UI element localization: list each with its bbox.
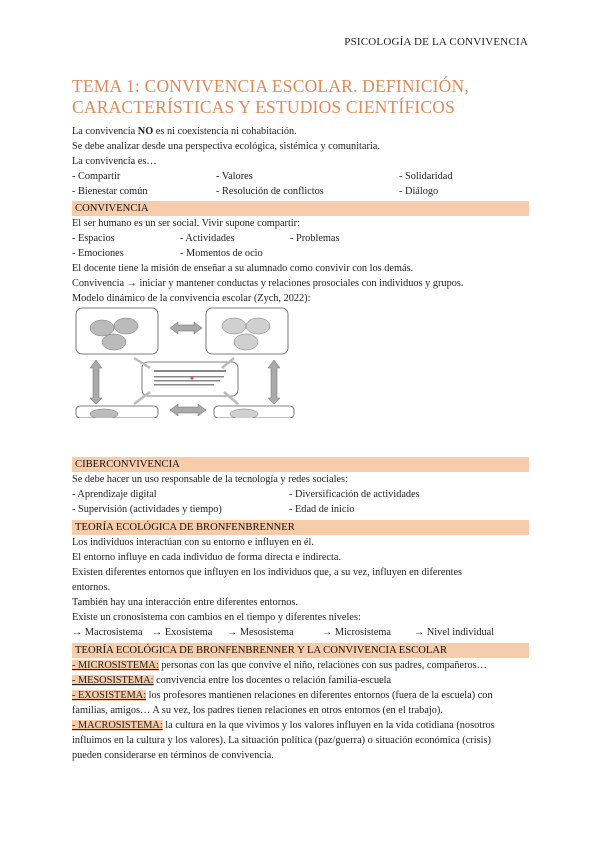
- section-heading-bronfenbrenner-convivencia: TEORÍA ECOLÓGICA DE BRONFENBRENNER Y LA CONVIVENCIA ESCOLAR: [72, 643, 529, 658]
- text-line: familias, amigos… A su vez, los padres tienen relaciones en otros entornos (en el trabajo).: [72, 705, 443, 716]
- list-item: - Momentos de ocio: [180, 248, 263, 259]
- text-line: El entorno influye en cada individuo de forma directa e indirecta.: [72, 552, 342, 563]
- text-line: Existe un cronosistema con cambios en el tiempo y diferentes niveles:: [72, 612, 361, 623]
- text-line: influimos en la cultura y los valores). La situación política (paz/guerra) o situación económica (crisis): [72, 735, 491, 746]
- ciber-section: [72, 472, 530, 517]
- section-heading-convivencia: CONVIVENCIA: [72, 201, 529, 216]
- text-line: Modelo dinámico de la convivencia escolar (Zych, 2022):: [72, 293, 311, 304]
- list-item: - Emociones: [72, 248, 124, 259]
- section-heading-ciberconvivencia: CIBERCONVIVENCIA: [72, 457, 529, 472]
- emphasis-no: NO: [137, 126, 154, 137]
- page-title: [72, 76, 542, 118]
- intro-line-3: La convivencia es…: [72, 156, 157, 167]
- text-line: entornos.: [72, 582, 111, 593]
- list-row: [72, 487, 530, 502]
- list-item: - Aprendizaje digital: [72, 489, 157, 500]
- list-item: - Problemas: [290, 233, 340, 244]
- level-sequence: [72, 625, 530, 640]
- intro-line-2: Se debe analizar desde una perspectiva ecológica, sistémica y comunitaria.: [72, 141, 380, 152]
- list-item: - Supervisión (actividades y tiempo): [72, 504, 222, 515]
- definition-mesosistema: - MESOSISTEMA: convivencia entre los docentes o relación familia-escuela: [72, 675, 392, 686]
- text-line: Se debe hacer un uso responsable de la tecnología y redes sociales:: [72, 474, 348, 485]
- list-item: - Solidaridad: [399, 171, 453, 182]
- convivencia-section: [72, 216, 530, 306]
- section-heading-bronfenbrenner: TEORÍA ECOLÓGICA DE BRONFENBRENNER: [72, 520, 529, 535]
- bronfenbrenner-convivencia-section: [72, 658, 530, 763]
- running-header: PSICOLOGÍA DE LA CONVIVENCIA: [344, 36, 528, 48]
- title-line-2: CARACTERÍSTICAS Y ESTUDIOS CIENTÍFICOS: [72, 97, 456, 117]
- list-item: - Diálogo: [399, 186, 439, 197]
- text-line: pueden considerarse en términos de convivencia.: [72, 750, 274, 761]
- definition-exosistema: - EXOSISTEMA: los profesores mantienen relaciones en diferentes entornos (fuera de la escuela) con: [72, 690, 493, 701]
- list-item: - Compartir: [72, 171, 121, 182]
- list-row: [72, 169, 530, 184]
- text-line: Existen diferentes entornos que influyen en los individuos que, a su vez, influyen en diferentes: [72, 567, 463, 578]
- level-item: → Macrosistema: [72, 627, 143, 638]
- list-row: [72, 231, 530, 246]
- text-line: El ser humano es un ser social. Vivir supone compartir:: [72, 218, 300, 229]
- list-item: - Diversificación de actividades: [289, 489, 420, 500]
- text-line: También hay una interacción entre diferentes entornos.: [72, 597, 299, 608]
- definition-microsistema: - MICROSISTEMA: personas con las que convive el niño, relaciones con sus padres, compañeros…: [72, 660, 487, 671]
- list-item: - Actividades: [180, 233, 235, 244]
- text-line: El docente tiene la misión de enseñar a su alumnado como convivir con los demás.: [72, 263, 414, 274]
- text-line: Los individuos interactúan con su entorno e influyen en él.: [72, 537, 314, 548]
- list-item: - Valores: [216, 171, 253, 182]
- intro-section: [72, 124, 530, 199]
- list-item: - Edad de inicio: [289, 504, 355, 515]
- list-row: [72, 246, 530, 261]
- definition-macrosistema: - MACROSISTEMA: la cultura en la que vivimos y los valores influyen en la vida cotidiana (nosotros: [72, 720, 495, 731]
- list-item: - Resolución de conflictos: [216, 186, 324, 197]
- text-line: Convivencia → iniciar y mantener conductas y relaciones prosociales con individuos y grupos.: [72, 278, 464, 289]
- dynamic-model-diagram: [74, 306, 310, 418]
- level-item: → Exosistema: [152, 627, 213, 638]
- list-row: [72, 502, 530, 517]
- intro-line-1: La convivencia NO es ni coexistencia ni cohabitación.: [72, 126, 297, 137]
- level-item: → Microsistema: [322, 627, 391, 638]
- list-item: - Espacios: [72, 233, 115, 244]
- bronfenbrenner-section: [72, 535, 530, 640]
- list-item: - Bienestar común: [72, 186, 148, 197]
- title-line-1: TEMA 1: CONVIVENCIA ESCOLAR. DEFINICIÓN,: [72, 76, 469, 96]
- level-item: → Nivel individual: [414, 627, 495, 638]
- level-item: → Mesosistema: [227, 627, 294, 638]
- list-row: [72, 184, 530, 199]
